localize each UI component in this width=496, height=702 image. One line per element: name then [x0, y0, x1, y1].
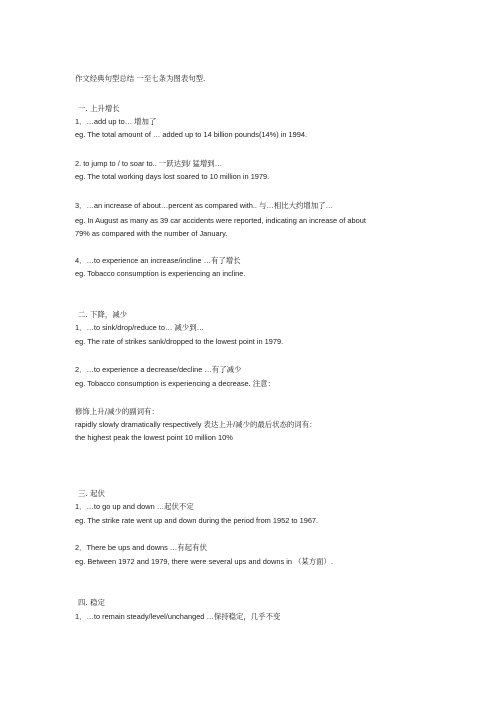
- example-sentence: eg. Between 1972 and 1979, there were several ups and downs in （某方面）.: [75, 557, 334, 566]
- example-sentence: eg. In August as many as 39 car accidents were reported, indicating an increase of about: [75, 216, 366, 225]
- example-sentence: eg. The strike rate went up and down during the period from 1952 to 1967.: [75, 516, 319, 525]
- document-title: 作文经典句型总结 一至七条为图表句型.: [75, 74, 206, 83]
- pattern-label: 2．…to experience a decrease/decline …有了减少: [75, 365, 242, 374]
- section-heading: 一. 上升增长: [78, 104, 120, 113]
- pattern-label: 1．…add up to… 增加了: [75, 117, 157, 126]
- pattern-label: 2．There be ups and downs …有起有伏: [75, 543, 207, 552]
- example-sentence: eg. The rate of strikes sank/dropped to the lowest point in 1979.: [75, 337, 284, 346]
- pattern-label: 3．…an increase of about…percent as compared with.. 与…相比大约增加了…: [75, 201, 333, 210]
- example-sentence: eg. The total amount of … added up to 14 billion pounds(14%) in 1994.: [75, 130, 308, 139]
- example-sentence: eg. The total working days lost soared to 10 million in 1979.: [75, 172, 270, 181]
- pattern-label: 2. to jump to / to soar to.. 一跃达到/ 猛增到…: [75, 159, 223, 168]
- section-heading: 二. 下降，减少: [78, 310, 128, 319]
- pattern-label: 1．…to sink/drop/reduce to… 减少到…: [75, 323, 204, 332]
- section-heading: 三. 起伏: [78, 489, 105, 498]
- example-sentence-continued: 79% as compared with the number of January.: [75, 229, 228, 238]
- example-sentence: eg. Tobacco consumption is experiencing a decrease. 注意：: [75, 379, 275, 388]
- pattern-label: 1．…to go up and down …起伏不定: [75, 502, 194, 511]
- pattern-label: 4．…to experience an increase/incline …有了增长: [75, 256, 241, 265]
- section-heading: 修饰上升/减少的副词有：: [75, 407, 159, 416]
- pattern-label: 1．…to remain steady/level/unchanged …保持稳定，几乎不变: [75, 612, 281, 621]
- example-sentence: eg. Tobacco consumption is experiencing an incline.: [75, 269, 246, 278]
- section-heading: 四. 稳定: [78, 598, 105, 607]
- adverb-list: rapidly slowly dramatically respectively 表达上升/减少的最后状态的词有：: [75, 420, 317, 429]
- final-state-words: the highest peak the lowest point 10 million 10%: [75, 433, 233, 442]
